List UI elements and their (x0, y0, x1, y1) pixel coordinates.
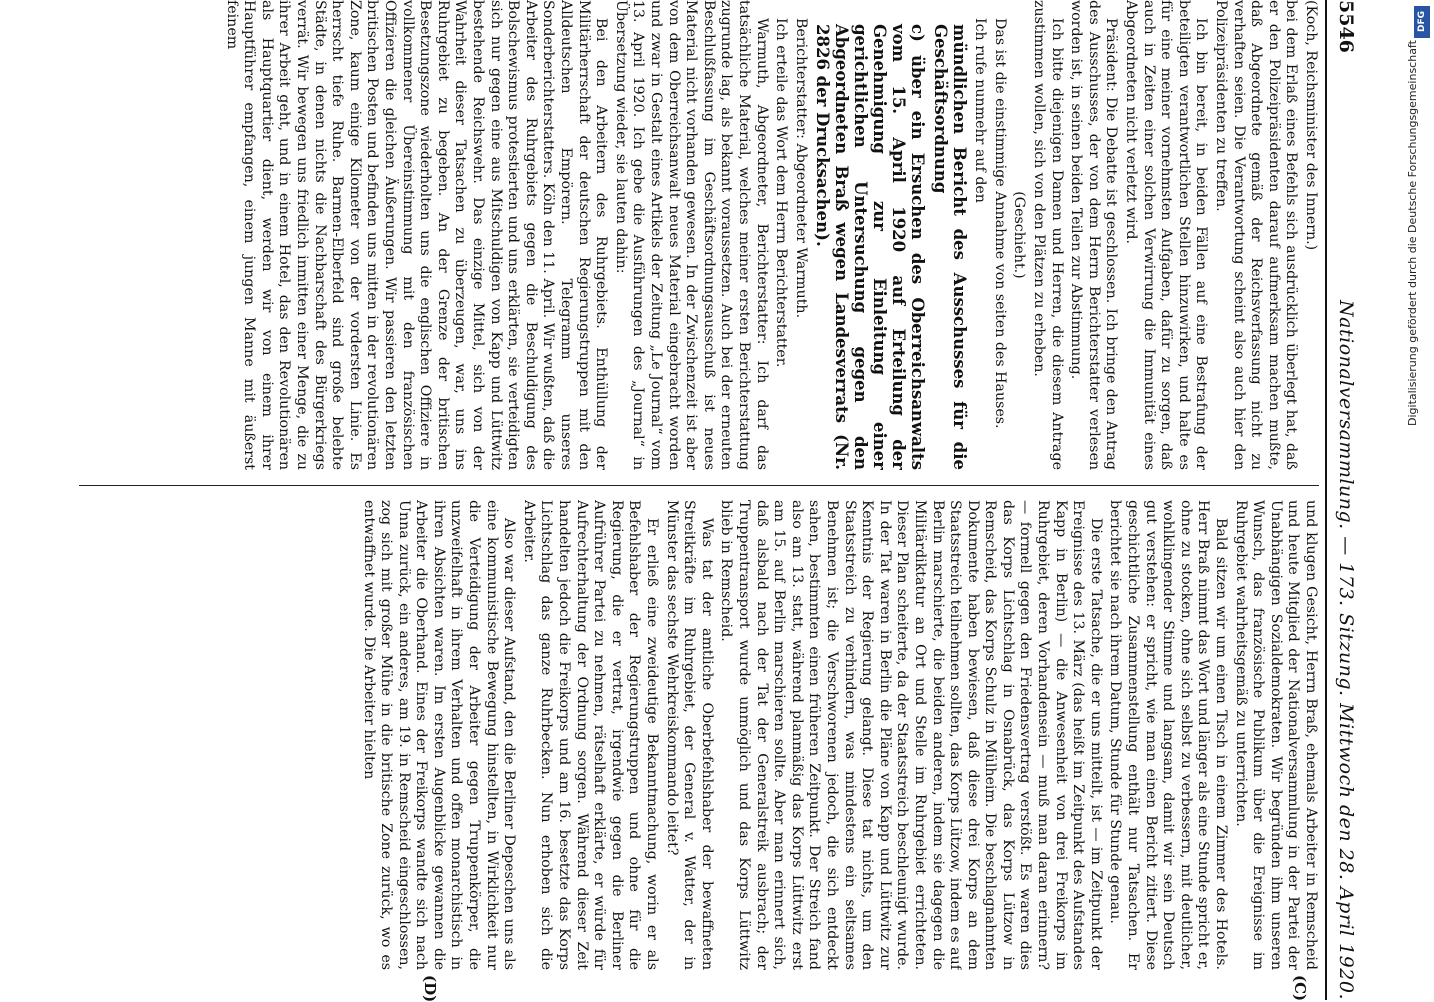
left-column (79, 0, 1319, 470)
left-column-paragraph: Ich bin bereit, in beiden Fällen auf eine Bestrafung der beteiligten verantwortlichen Stellen hinzuwirken, und halte es für eine meiner vornehmsten Aufgaben, dafür zu sorgen, daß auch in Zeiten einer solchen Verwirrung die Immunität eines Abgeordneten nicht verletzt wird. (1123, 0, 1210, 470)
left-column-paragraph: Warmuth, Abgeordneter, Berichterstatter: Ich darf das tatsächliche Material, welches meiner ersten Berichterstattung zugrunde lag, als bekannt voraussetzen. Auch bei der erneuten Beschlußfassung im Geschäftsordnungsausschuß ist neues Material nicht vorhanden gewesen. In der Zwischenzeit ist aber von dem Oberreichsanwalt neues Material eingebracht worden und zwar in Gestalt eines Artikels der Zeitung „Le Journal“ vom 13. April 1920. Ich gebe die Ausführungen des „Journal“ in Übersetzung wieder, sie lauten dahin: (612, 0, 770, 470)
scanned-page (65, 0, 1365, 1000)
right-column-paragraph: Bald sitzen wir um einen Tisch in einem Zimmer des Hotels. Herr Braß nimmt das Wort und länger als eine Stunde spricht er, ohne zu stocken, ohne sich selbst zu verbessern, mit deutlicher, wohlklingender Stimme und langsam, damit wir sein Deutsch gut verstehen: er spricht, wie man einen Bericht zitiert. Diese geschichtliche Zusammenstellung enthält nur Tatsachen. Er berichtet sie nach ihrem Datum, Stunde für Stunde genau. (1107, 500, 1230, 970)
left-column-paragraph: Berichterstatter: Abgeordneter Warmuth. (792, 18, 809, 319)
left-column-paragraph: (Koch, Reichsminister des Innern.) (1303, 0, 1319, 251)
right-column-paragraph: Er erließ eine zweideutige Bekanntmachung, worin er als Befehlshaber der Regierungstruppen und ohne für die Regierung, die er vertrat, irgendwie gegen die Berliner Aufrührer Partei zu nehmen, rätselhaft erklärte, er würde für Aufrechterhaltung der Ordnung sorgen. Während dieser Zeit handelten jedoch die Freikorps und am 16. besetzte das Korps Lichtschlag das ganze Ruhrbecken. Nun erhoben sich die Arbeiter. (520, 500, 661, 970)
right-column-paragraph: Also war dieser Aufstand, den die Berliner Depeschen uns als eine kommunistische Bewegung hinstellten, in Wirklichkeit nur die Verteidigung der Arbeiter gegen Truppenkörper, die unzweifelhaft in ihrem Verhalten und offen monarchistisch in ihren Absichten waren. Im ersten Augenblicke gewannen die Arbeiter die Oberhand. Eines der Freikorps wandte sich nach Unna zurück, ein anderes, am 19. in Remscheid eingeschlossen, zog sich mit großer Mühe in die britische Zone zurück, wo es entwaffnet wurde. Die Arbeiter hielten (360, 500, 518, 970)
right-column-paragraph: und klugen Gesicht, Herrn Braß, ehemals Arbeiter in Remscheid und heute Mitglied der Nationalversammlung in der Partei der Unabhängigen Sozialdemokraten. Wir begründen ihm unseren Wunsch, das französische Publikum über die Ereignisse im Ruhrgebiet wahrheitsgemäß zu unterrichten. (1232, 500, 1319, 970)
dfg-logo (1414, 6, 1430, 38)
digitization-sidebar (1402, 0, 1434, 1000)
page-header (1325, 0, 1365, 1000)
page-title: Nationalversammlung. — 173. Sitzung. Mittwoch den 28. April 1920. (1335, 300, 1357, 1000)
left-column-paragraph: Ich bitte diejenigen Damen und Herren, die diesem Antrage zustimmen wollen, sich von den Plätzen zu erheben. (1031, 0, 1065, 470)
margin-mark-d: (D) (421, 975, 439, 1002)
left-column-paragraph: Ich rufe nunmehr auf den (972, 18, 989, 203)
page-number: 5546 (1335, 0, 1357, 53)
right-column-paragraph: Die erste Tatsache, die er uns mitteilt, ist — im Zeitpunkt der Ereignisse des 13. März (das heißt im Zeitpunkt des Aufstandes Kapp in Berlin) — die Anwesenheit von drei Freikorps im Ruhrgebiet, deren Vorhandensein — muß man daran erinnern? — formell gegen den Friedensvertrag verstößt. Es waren dies das Korps Lichtschlag in Osnabrück, das Korps Lützow in Remscheid, das Korps Schulz in Mülheim. Die beschlagnahmten Dokumente haben bewiesen, daß diese drei Korps an dem Staatsstreich teilnehmen sollten, das Korps Lützow, indem es auf Berlin marschierte, die beiden anderen, indem sie dagegen die Militärdiktatur an Ort und Stelle im Ruhrgebiet errichteten. Dieser Plan scheiterte, da der Staatsstreich beschleunigt wurde. In der Tat waren in Berlin die Pläne von Kapp und Lüttwitz zur Kenntnis der Regierung gelangt. Diese tat nichts, um den Staatsstreich zu verhindern, was mindestens ein seltsames Benehmen ist; die Verschworenen jedoch, die sich entdeckt sahen, bestimmten einen früheren Zeitpunkt. Der Streich fand also am 13. statt, während planmäßig das Korps Lüttwitz erst am 15. auf Berlin marschieren sollte. Aber man erinnert sich, daß alsbald nach der Tat der Generalstreik ausbrach; der Truppentransport wurde unmöglich und das Korps Lüttwitz blieb in Remscheid. (718, 500, 1104, 970)
margin-mark-c: (C) (1291, 975, 1309, 1002)
left-column-paragraph: c) über ein Ersuchen des Oberreichsanwalts vom 15. April 1920 auf Erteilung der Genehmigung zur Einleitung einer gerichtlichen Untersuchung gegen den Abgeordneten Braß wegen Landesverrats (Nr. 2826 der Drucksachen). (812, 24, 927, 470)
left-column-paragraph: Das ist die einstimmige Annahme von seiten des Hauses. (991, 18, 1008, 429)
right-column (79, 500, 1319, 970)
left-column-paragraph: Bei den Arbeitern des Ruhrgebiets. Enthüllung der Militärherrschaft der deutschen Regierungstruppen mit den Alldeutschen Empörern. Telegramm unseres Sonderberichterstatters. Köln den 11. April. Wir wußten, daß die Arbeiter des Ruhrgebiets gegen die Beschuldigung des Bolschewismus protestierten und uns erklärten, sie verteidigten sich nur gegen eine aus Mitschuldigen von Kapp und Lüttwitz bestehende Reichswehr. Das einzige Mittel, sich von der Wahrheit dieser Tatsachen zu überzeugen, war, uns ins Ruhrgebiet zu begeben. An der Grenze der britischen Besetzungszone wiederholten uns die englischen Offiziere in vollkommener Übereinstimmung mit den französischen Offizieren die gleichen Äußerungen. Wir passieren den letzten britischen Posten und befinden uns mitten in der revolutionären Zone, kaum einige Kilometer von der vordersten Linie. Es herrscht tiefe Ruhe. Barmen-Elberfeld sind große belebte Städte, in denen nichts die Nachbarschaft des Bürgerkriegs verrät. Wir bewegen uns friedlich inmitten einer Menge, die zu ihrer Arbeit geht, und in einem Hotel, das den Revolutionären als Hauptquartier dient, werden wir von einem ihrer Hauptführer empfangen, einem jungen Manne mit äußerst feinem (223, 0, 610, 470)
dfg-logo-text: DFG (1417, 11, 1427, 33)
left-column-paragraph: mündlichen Bericht des Ausschusses für die Geschäftsordnung (930, 24, 969, 470)
left-column-paragraph: (Geschieht.) (1011, 191, 1028, 279)
right-column-paragraph: Was tat der amtliche Oberbefehlshaber der bewaffneten Streitkräfte im Ruhrgebiet, der General v. Watter, der in Münster das sechste Wehrkreiskommando leitet? (663, 500, 715, 970)
left-column-paragraph: Präsident: Die Debatte ist geschlossen. Ich bringe den Antrag des Ausschusses, der von dem Herrn Berichterstatter verlesen worden ist, in seinen beiden Teilen zur Abstimmung. (1068, 0, 1120, 470)
left-column-paragraph: Ich erteile das Wort dem Herrn Berichterstatter. (773, 18, 790, 368)
left-column-paragraph: bei dem Erlaß eines Befehls sich ausdrücklich überlegt hat, daß er den Polizeipräsidenten darauf aufmerksam machen mußte, daß Abgeordnete gemäß der Reichsverfassung nicht zu verhaften seien. Die Verantwortung scheint also auch hier den Polizeipräsidenten zu treffen. (1213, 0, 1300, 470)
column-divider (79, 485, 1319, 486)
digitization-note: Digitalisierung gefördert durch die Deutsche Forschungsgemeinschaft (1406, 40, 1419, 426)
text-columns (79, 0, 1319, 1000)
